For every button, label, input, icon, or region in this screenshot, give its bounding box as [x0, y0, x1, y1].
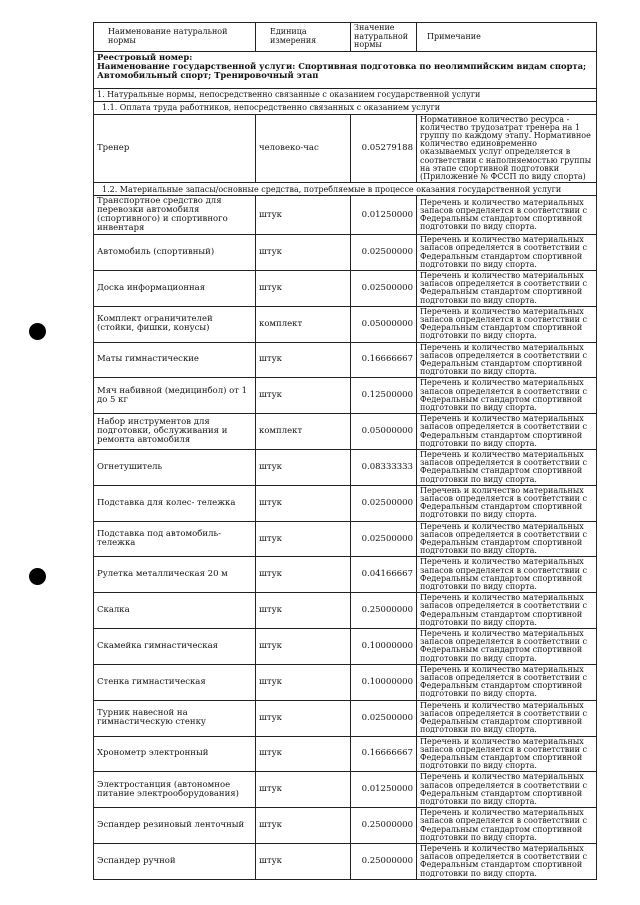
- row-name: Транспортное средство для перевозки автомобиля (спортивного) и спортивного инвентаря: [94, 196, 256, 235]
- row-value: 0.02500000: [351, 521, 417, 557]
- row-unit: штук: [256, 450, 351, 486]
- table-row: [94, 270, 597, 306]
- table-row: [94, 593, 597, 629]
- row-value: 0.25000000: [351, 593, 417, 629]
- row-value: 0.10000000: [351, 664, 417, 700]
- row-name: Электростанция (автономное питание электрооборудования): [94, 772, 256, 808]
- row-unit: штук: [256, 196, 351, 235]
- punch-hole-bottom: [29, 568, 46, 585]
- row-value: 0.04166667: [351, 557, 417, 593]
- registry-row: [94, 51, 597, 88]
- row-value: 0.08333333: [351, 450, 417, 486]
- row-name: Набор инструментов для подготовки, обслуживания и ремонта автомобиля: [94, 414, 256, 450]
- row-unit: комплект: [256, 306, 351, 342]
- row-name: Эспандер ручной: [94, 843, 256, 879]
- row-note: Перечень и количество материальных запасов определяется в соответствии с Федеральным стандартом спортивной подготовки по виду спорта.: [417, 306, 597, 342]
- row-unit: штук: [256, 557, 351, 593]
- row-note: Перечень и количество материальных запасов определяется в соответствии с Федеральным стандартом спортивной подготовки по виду спорта.: [417, 808, 597, 844]
- subsection-row: [94, 183, 597, 196]
- row-value: 0.25000000: [351, 843, 417, 879]
- row-note: Перечень и количество материальных запасов определяется в соответствии с Федеральным стандартом спортивной подготовки по виду спорта.: [417, 485, 597, 521]
- row-note: Перечень и количество материальных запасов определяется в соответствии с Федеральным стандартом спортивной подготовки по виду спорта.: [417, 736, 597, 772]
- table-row: [94, 450, 597, 486]
- row-value: 0.25000000: [351, 808, 417, 844]
- service-name: Наименование государственной услуги: Спортивная подготовка по неолимпийским видам спорта;: [97, 60, 587, 71]
- row-note: Перечень и количество материальных запасов определяется в соответствии с Федеральным стандартом спортивной подготовки по виду спорта.: [417, 342, 597, 378]
- table-row: [94, 378, 597, 414]
- norms-table: [93, 22, 597, 880]
- table-row: [94, 414, 597, 450]
- row-note: Перечень и количество материальных запасов определяется в соответствии с Федеральным стандартом спортивной подготовки по виду спорта.: [417, 235, 597, 271]
- table-row: [94, 700, 597, 736]
- row-name: Доска информационная: [94, 270, 256, 306]
- row-note: Перечень и количество материальных запасов определяется в соответствии с Федеральным стандартом спортивной подготовки по виду спорта.: [417, 450, 597, 486]
- row-unit: человеко-час: [256, 114, 351, 183]
- row-unit: штук: [256, 593, 351, 629]
- row-value: 0.16666667: [351, 342, 417, 378]
- row-unit: штук: [256, 270, 351, 306]
- table-row: [94, 196, 597, 235]
- punch-hole-top: [29, 323, 46, 340]
- row-unit: штук: [256, 808, 351, 844]
- row-note: Перечень и количество материальных запасов определяется в соответствии с Федеральным стандартом спортивной подготовки по виду спорта.: [417, 629, 597, 665]
- row-name: Подставка для колес- тележка: [94, 485, 256, 521]
- row-name: Скалка: [94, 593, 256, 629]
- subsection-title: 1.1. Оплата труда работников, непосредственно связанных с оказанием услуги: [94, 101, 597, 114]
- table-row: [94, 235, 597, 271]
- row-note: Перечень и количество материальных запасов определяется в соответствии с Федеральным стандартом спортивной подготовки по виду спорта.: [417, 196, 597, 235]
- row-name: Автомобиль (спортивный): [94, 235, 256, 271]
- section-row: [94, 88, 597, 101]
- row-name: Рулетка металлическая 20 м: [94, 557, 256, 593]
- registry-number: Реестровый номер:: [97, 51, 193, 62]
- row-value: 0.05000000: [351, 306, 417, 342]
- row-value: 0.01250000: [351, 772, 417, 808]
- header-unit: Единица измерения: [256, 23, 351, 52]
- header-name: Наименование натуральной нормы: [94, 23, 256, 52]
- row-unit: штук: [256, 378, 351, 414]
- table-row: [94, 772, 597, 808]
- table-row: [94, 808, 597, 844]
- registry-cell: [94, 51, 597, 88]
- row-value: 0.05000000: [351, 414, 417, 450]
- row-note: Нормативное количество ресурса - количество трудозатрат тренера на 1 группу по каждому этапу. Нормативное количество единовременно оказываемых услуг определяется в соответствии с наполняемостью группы на этапе спортивной подготовки (Приложение № ФССП по виду спорта): [417, 114, 597, 183]
- row-note: Перечень и количество материальных запасов определяется в соответствии с Федеральным стандартом спортивной подготовки по виду спорта.: [417, 593, 597, 629]
- row-unit: штук: [256, 843, 351, 879]
- table-row: [94, 521, 597, 557]
- subsection-row: [94, 101, 597, 114]
- table-row: [94, 843, 597, 879]
- header-note: Примечание: [417, 23, 597, 52]
- row-value: 0.16666667: [351, 736, 417, 772]
- row-note: Перечень и количество материальных запасов определяется в соответствии с Федеральным стандартом спортивной подготовки по виду спорта.: [417, 700, 597, 736]
- table-row: [94, 306, 597, 342]
- row-name: Тренер: [94, 114, 256, 183]
- row-unit: штук: [256, 521, 351, 557]
- row-name: Комплект ограничителей (стойки, фишки, конусы): [94, 306, 256, 342]
- row-name: Мяч набивной (медицинбол) от 1 до 5 кг: [94, 378, 256, 414]
- row-unit: штук: [256, 700, 351, 736]
- table-row: [94, 736, 597, 772]
- row-unit: штук: [256, 736, 351, 772]
- row-note: Перечень и количество материальных запасов определяется в соответствии с Федеральным стандартом спортивной подготовки по виду спорта.: [417, 772, 597, 808]
- row-note: Перечень и количество материальных запасов определяется в соответствии с Федеральным стандартом спортивной подготовки по виду спорта.: [417, 843, 597, 879]
- row-name: Подставка под автомобиль-тележка: [94, 521, 256, 557]
- table-row-trainer: [94, 114, 597, 183]
- row-note: Перечень и количество материальных запасов определяется в соответствии с Федеральным стандартом спортивной подготовки по виду спорта.: [417, 557, 597, 593]
- subsection-title: 1.2. Материальные запасы/основные средства, потребляемые в процессе оказания государственной услуги: [94, 183, 597, 196]
- table-row: [94, 664, 597, 700]
- row-unit: штук: [256, 772, 351, 808]
- row-value: 0.01250000: [351, 196, 417, 235]
- row-note: Перечень и количество материальных запасов определяется в соответствии с Федеральным стандартом спортивной подготовки по виду спорта.: [417, 378, 597, 414]
- row-note: Перечень и количество материальных запасов определяется в соответствии с Федеральным стандартом спортивной подготовки по виду спорта.: [417, 414, 597, 450]
- row-value: 0.12500000: [351, 378, 417, 414]
- row-value: 0.02500000: [351, 485, 417, 521]
- document-page: [93, 22, 596, 880]
- row-name: Турник навесной на гимнастическую стенку: [94, 700, 256, 736]
- service-stage: Автомобильный спорт; Тренировочный этап: [97, 69, 319, 80]
- table-row: [94, 629, 597, 665]
- row-unit: штук: [256, 629, 351, 665]
- row-value: 0.02500000: [351, 700, 417, 736]
- row-unit: штук: [256, 664, 351, 700]
- table-row: [94, 342, 597, 378]
- row-value: 0.05279188: [351, 114, 417, 183]
- table-row: [94, 485, 597, 521]
- row-name: Огнетушитель: [94, 450, 256, 486]
- row-note: Перечень и количество материальных запасов определяется в соответствии с Федеральным стандартом спортивной подготовки по виду спорта.: [417, 270, 597, 306]
- row-name: Скамейка гимнастическая: [94, 629, 256, 665]
- header-value: Значение натуральной нормы: [351, 23, 417, 52]
- table-header-row: [94, 23, 597, 52]
- row-unit: комплект: [256, 414, 351, 450]
- section-title: 1. Натуральные нормы, непосредственно связанные с оказанием государственной услуги: [94, 88, 597, 101]
- row-value: 0.02500000: [351, 235, 417, 271]
- table-row: [94, 557, 597, 593]
- row-name: Маты гимнастические: [94, 342, 256, 378]
- row-name: Хронометр электронный: [94, 736, 256, 772]
- row-unit: штук: [256, 485, 351, 521]
- row-value: 0.02500000: [351, 270, 417, 306]
- row-value: 0.10000000: [351, 629, 417, 665]
- row-note: Перечень и количество материальных запасов определяется в соответствии с Федеральным стандартом спортивной подготовки по виду спорта.: [417, 664, 597, 700]
- row-unit: штук: [256, 342, 351, 378]
- row-name: Стенка гимнастическая: [94, 664, 256, 700]
- row-note: Перечень и количество материальных запасов определяется в соответствии с Федеральным стандартом спортивной подготовки по виду спорта.: [417, 521, 597, 557]
- row-name: Эспандер резиновый ленточный: [94, 808, 256, 844]
- row-unit: штук: [256, 235, 351, 271]
